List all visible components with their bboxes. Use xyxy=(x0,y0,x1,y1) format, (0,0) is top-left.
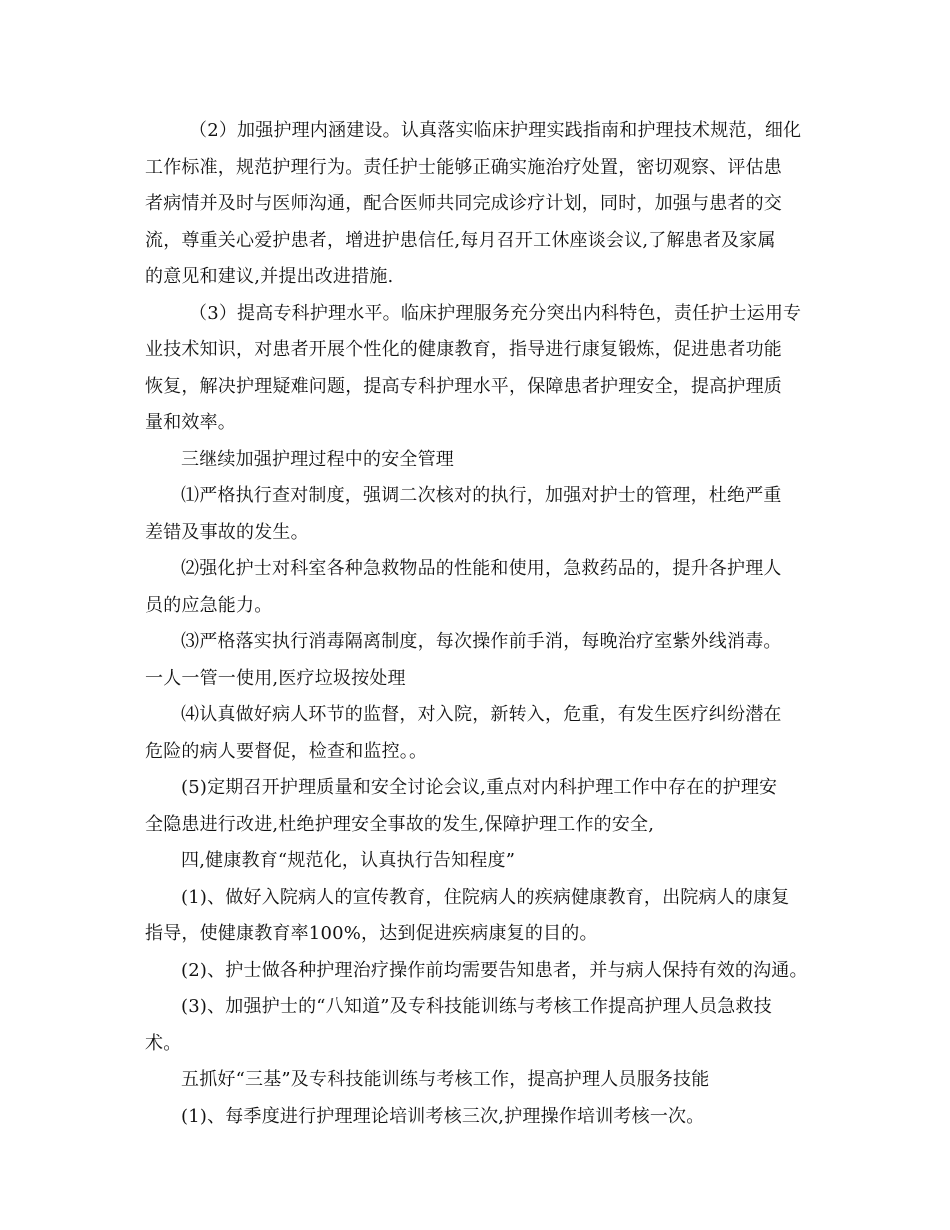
text-line: (2)、护士做各种护理治疗操作前均需要告知患者，并与病人保持有效的沟通。 xyxy=(181,959,808,981)
text-line: 术。 xyxy=(145,1032,182,1054)
section-heading-safety-management xyxy=(145,442,825,479)
text-line: 一人一管一使用,医疗垃圾按处理 xyxy=(145,667,406,689)
document-body xyxy=(145,113,825,1135)
paragraph-disinfection xyxy=(145,624,825,697)
paragraph-inform-patients xyxy=(145,953,825,990)
paragraph-specialist-nursing xyxy=(145,296,825,442)
section-heading-health-education xyxy=(145,843,825,880)
paragraph-check-system xyxy=(145,478,825,551)
text-line: （3）提高专科护理水平。临床护理服务充分突出内科特色，责任护士运用专 xyxy=(189,302,802,324)
text-line: 指导，使健康教育率100%，达到促进疾病康复的目的。 xyxy=(145,923,598,944)
text-line: 员的应急能力。 xyxy=(145,594,273,616)
text-line: 业技术知识，对患者开展个性化的健康教育，指导进行康复锻炼，促进患者功能 xyxy=(145,339,782,360)
section-heading-three-basics xyxy=(145,1062,825,1099)
paragraph-nursing-connotation xyxy=(145,113,825,296)
text-line: ⑴严格执行查对制度，强调二次核对的执行，加强对护士的管理，杜绝严重 xyxy=(181,485,782,506)
paragraph-patient-supervision xyxy=(145,697,825,770)
text-line: ⑵强化护士对科室各种急救物品的性能和使用，急救药品的，提升各护理人 xyxy=(181,558,782,579)
text-line: （2）加强护理内涵建设。认真落实临床护理实践指南和护理技术规范，细化 xyxy=(189,120,802,141)
text-line: (3)、加强护士的“八知道”及专科技能训练与考核工作提高护理人员急救技 xyxy=(181,996,772,1017)
paragraph-quality-meetings xyxy=(145,770,825,843)
text-line: 流，尊重关心爱护患者，增进护患信任,每月召开工休座谈会议,了解患者及家属 xyxy=(145,229,776,251)
text-line: ⑷认真做好病人环节的监督，对入院，新转入，危重，有发生医疗纠纷潜在 xyxy=(181,704,782,725)
text-line: 四,健康教育“规范化，认真执行告知程度” xyxy=(181,850,516,871)
text-line: 的意见和建议,并提出改进措施. xyxy=(145,266,394,287)
paragraph-quarterly-training xyxy=(145,1099,825,1136)
text-line: 全隐患进行改进,杜绝护理安全事故的发生,保障护理工作的安全, xyxy=(145,813,655,835)
text-line: ⑶严格落实执行消毒隔离制度，每次操作前手消，每晚治疗室紫外线消毒。 xyxy=(181,631,782,652)
text-line: 量和效率。 xyxy=(145,412,236,433)
text-line: (1)、每季度进行护理理论培训考核三次,护理操作培训考核一次。 xyxy=(181,1105,705,1127)
text-line: 工作标准，规范护理行为。责任护士能够正确实施治疗处置，密切观察、评估患 xyxy=(145,156,782,178)
text-line: 差错及事故的发生。 xyxy=(145,521,309,543)
text-line: 危险的病人要督促，检查和监控。。 xyxy=(145,740,428,762)
paragraph-eight-knowledge xyxy=(145,989,825,1062)
text-line: 者病情并及时与医师沟通，配合医师共同完成诊疗计划，同时，加强与患者的交 xyxy=(145,193,782,214)
text-line: (1)、做好入院病人的宣传教育，住院病人的疾病健康教育，出院病人的康复 xyxy=(181,886,790,908)
paragraph-admission-education xyxy=(145,880,825,953)
paragraph-emergency-supplies xyxy=(145,551,825,624)
text-line: 恢复，解决护理疑难问题，提高专科护理水平，保障患者护理安全，提高护理质 xyxy=(145,375,782,397)
text-line: (5)定期召开护理质量和安全讨论会议,重点对内科护理工作中存在的护理安 xyxy=(181,777,778,798)
text-line: 三继续加强护理过程中的安全管理 xyxy=(181,448,454,470)
text-line: 五抓好“三基”及专科技能训练与考核工作，提高护理人员服务技能 xyxy=(181,1069,710,1090)
